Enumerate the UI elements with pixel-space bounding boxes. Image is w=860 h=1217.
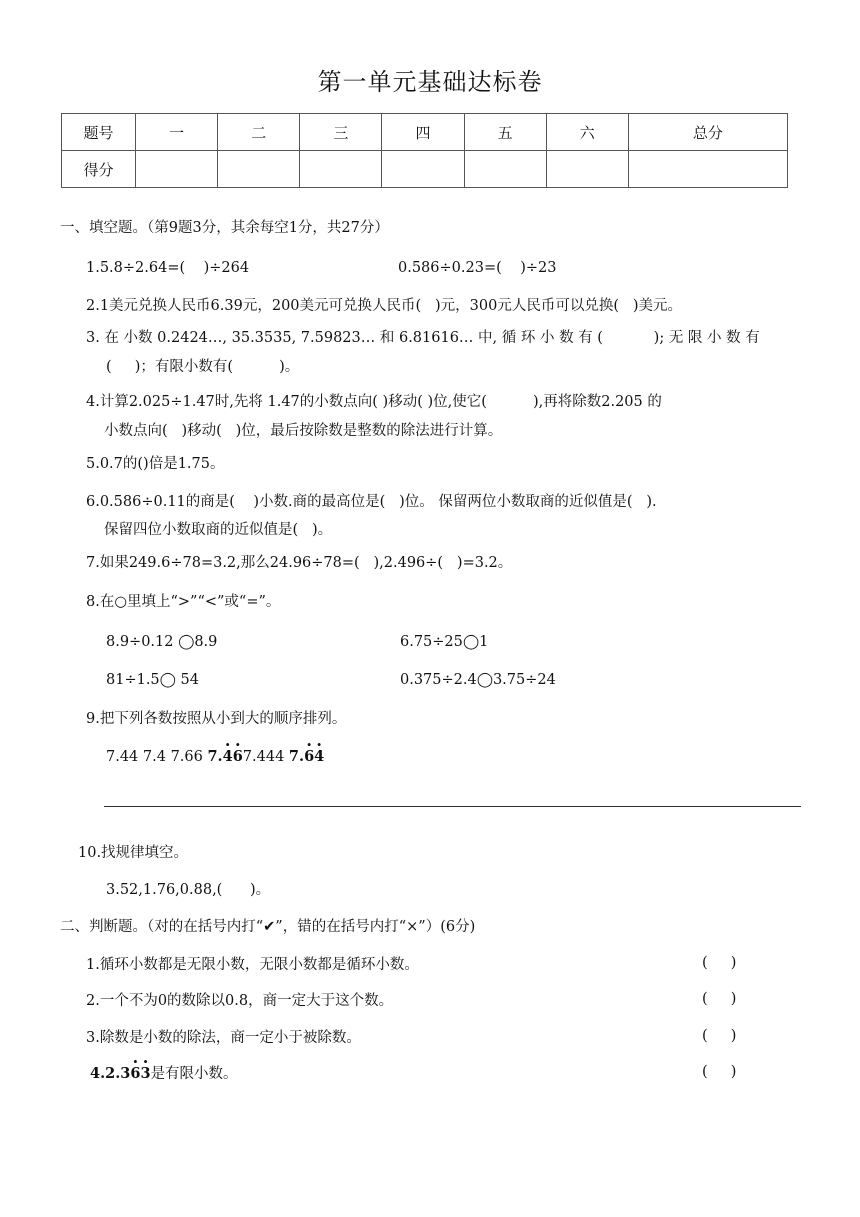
question-8a: 8.9÷0.12 ◯8.9 <box>106 634 218 650</box>
question-5: 5.0.7的()倍是1.75。 <box>86 456 225 472</box>
score-cell: 三 <box>300 114 382 151</box>
score-table-header-row <box>62 114 788 151</box>
judge-item-1: 1.循环小数都是无限小数，无限小数都是循环小数。 <box>86 957 419 973</box>
judge-bracket-1[interactable]: ( ) <box>702 955 737 971</box>
question-3-line1: 3. 在 小数 0.2424…, 35.3535, 7.59823… 和 6.81616… 中, 循 环 小 数 有 ( ); 无 限 小 数 有 <box>86 330 760 346</box>
q9-repeat1-digit1: 4 · <box>223 747 233 767</box>
question-4-line2: 小数点向( )移动( )位，最后按除数是整数的除法进行计算。 <box>104 423 503 439</box>
question-1a: 1.5.8÷2.64=( )÷264 <box>86 260 250 276</box>
score-table <box>61 113 788 188</box>
q9-mid-number: 7.444 <box>242 749 289 765</box>
section2-heading: 二、判断题。（对的在括号内打“✔”，错的在括号内打“×”）(6分) <box>60 919 476 935</box>
judge-item-2: 2.一个不为0的数除以0.8，商一定大于这个数。 <box>86 993 394 1009</box>
judge-bracket-4[interactable]: ( ) <box>702 1064 737 1080</box>
answer-line[interactable] <box>104 806 801 807</box>
score-table-score-row <box>62 151 788 188</box>
q9-plain-numbers: 7.44 7.4 7.66 <box>106 749 208 765</box>
question-6-line1: 6.0.586÷0.11的商是( )小数.商的最高位是( )位。 保留两位小数取商的近似值是( ). <box>86 494 657 510</box>
score-input-cell[interactable] <box>546 151 628 188</box>
section1-heading: 一、填空题。（第9题3分，其余每空1分，共27分） <box>60 220 389 236</box>
question-10-sequence: 3.52,1.76,0.88,( )。 <box>106 882 271 898</box>
score-input-cell[interactable] <box>382 151 464 188</box>
score-input-cell[interactable] <box>464 151 546 188</box>
q9-repeat2-int: 7. <box>288 748 305 765</box>
judge-item-4-prefix: 4.2.3 <box>90 1065 131 1082</box>
score-cell: 题号 <box>62 114 136 151</box>
q9-repeat2-digit1: 6 · <box>304 747 314 767</box>
judge-bracket-3[interactable]: ( ) <box>702 1028 737 1044</box>
question-3-line2: ( )；有限小数有( )。 <box>106 359 300 375</box>
question-4-line1: 4.计算2.025÷1.47时,先将 1.47的小数点向( )移动( )位,使它( ),再将除数2.205 的 <box>86 394 662 410</box>
question-7: 7.如果249.6÷78=3.2,那么24.96÷78=( ),2.496÷( )=3.2。 <box>86 555 513 571</box>
question-8: 8.在○里填上“>”“<”或“=”。 <box>86 594 281 610</box>
judge-item-4-digit2: 3 · <box>140 1064 150 1084</box>
question-9: 9.把下列各数按照从小到大的顺序排列。 <box>86 711 347 727</box>
score-input-cell[interactable] <box>628 151 787 188</box>
question-6-line2: 保留四位小数取商的近似值是( )。 <box>104 522 333 538</box>
q9-repeat1-digit2: 6 · <box>233 747 243 767</box>
question-2: 2.1美元兑换人民币6.39元，200美元可兑换人民币( )元，300元人民币可以兑换( )美元。 <box>86 298 682 314</box>
question-8d: 0.375÷2.4◯3.75÷24 <box>400 672 556 688</box>
judge-bracket-2[interactable]: ( ) <box>702 991 737 1007</box>
score-cell: 二 <box>218 114 300 151</box>
question-8c: 81÷1.5◯ 54 <box>106 672 199 688</box>
question-1b: 0.586÷0.23=( )÷23 <box>398 260 557 276</box>
score-row-label: 得分 <box>62 151 136 188</box>
question-8b: 6.75÷25◯1 <box>400 634 489 650</box>
score-cell: 五 <box>464 114 546 151</box>
score-cell: 总分 <box>628 114 787 151</box>
q9-repeat1-int: 7. <box>207 748 223 765</box>
page-title: 第一单元基础达标卷 <box>317 68 543 96</box>
judge-item-4 <box>90 1064 238 1084</box>
judge-item-4-suffix: 是有限小数。 <box>150 1066 238 1082</box>
question-9-numbers <box>106 747 324 767</box>
score-cell: 四 <box>382 114 464 151</box>
judge-item-4-digit1: 6 · <box>130 1064 140 1084</box>
score-input-cell[interactable] <box>136 151 218 188</box>
q9-repeat2-digit2: 4 · <box>314 747 324 767</box>
question-10: 10.找规律填空。 <box>78 845 189 861</box>
judge-item-3: 3.除数是小数的除法，商一定小于被除数。 <box>86 1030 361 1046</box>
score-cell: 六 <box>546 114 628 151</box>
score-cell: 一 <box>136 114 218 151</box>
score-input-cell[interactable] <box>218 151 300 188</box>
score-input-cell[interactable] <box>300 151 382 188</box>
